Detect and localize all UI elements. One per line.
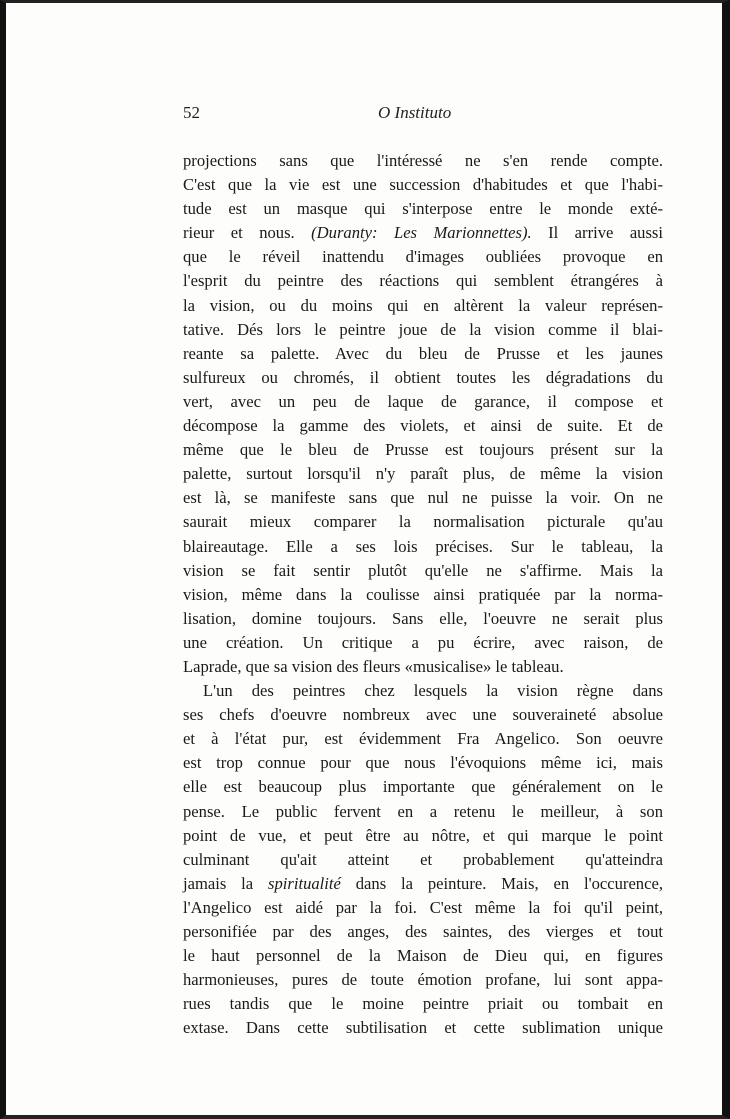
text-line bbox=[183, 366, 663, 390]
text-line bbox=[183, 149, 663, 173]
text-line bbox=[183, 751, 663, 775]
text-segment: et à l'état pur, est évidemment Fra Angelico. Son oeuvre bbox=[183, 729, 663, 749]
text-segment: blaireautage. Elle a ses lois précises. Sur le tableau, la bbox=[183, 536, 663, 556]
page-number: 52 bbox=[183, 103, 200, 122]
text-segment: tude est un masque qui s'interpose entre le monde exté- bbox=[183, 199, 663, 219]
text-segment: le haut personnel de la Maison de Dieu qui, en figures bbox=[183, 946, 663, 966]
text-line bbox=[183, 221, 663, 245]
text-segment: L'un des peintres chez lesquels la vision règne dans bbox=[203, 681, 663, 701]
text-segment: extase. Dans cette subtilisation et cette sublimation unique bbox=[183, 1018, 663, 1038]
text-segment: l'esprit du peintre des réactions qui semblent étrangéres à bbox=[183, 271, 663, 291]
text-line bbox=[183, 800, 663, 824]
text-line bbox=[183, 824, 663, 848]
text-line bbox=[183, 679, 663, 703]
text-segment: projections sans que l'intéressé ne s'en rende compte. bbox=[183, 151, 663, 170]
italic-text: (Duranty: Les Marionnettes). bbox=[311, 223, 532, 243]
text-line bbox=[183, 486, 663, 510]
text-line bbox=[183, 510, 663, 534]
text-segment: personifiée par des anges, des saintes, des vierges et tout bbox=[183, 922, 663, 941]
text-segment: Laprade, que sa vision des fleurs «musicalise» le tableau. bbox=[183, 656, 564, 676]
text-segment: rues tandis que le moine peintre priait ou tombait en bbox=[183, 994, 663, 1014]
text-line bbox=[183, 872, 663, 896]
text-segment: culminant qu'ait atteint et probablement qu'atteindra bbox=[183, 849, 663, 869]
text-segment: pense. Le public fervent en a retenu le meilleur, à son bbox=[183, 801, 663, 821]
text-segment: l'Angelico est aidé par la foi. C'est même la foi qu'il peint, bbox=[183, 897, 663, 917]
text-line bbox=[183, 462, 663, 486]
text-segment: tative. Dés lors le peintre joue de la vision comme il blai- bbox=[183, 319, 663, 339]
text-segment: jamais la bbox=[183, 873, 269, 893]
text-line bbox=[183, 294, 663, 318]
text-segment: la vision, ou du moins qui en altèrent la valeur représen- bbox=[183, 295, 663, 315]
text-line bbox=[183, 535, 663, 559]
text-segment: décompose la gamme des violets, et ainsi de suite. Et de bbox=[183, 416, 663, 436]
text-line bbox=[183, 390, 663, 414]
text-segment: vert, avec un peu de laque de garance, il compose et bbox=[183, 391, 663, 411]
body-text bbox=[183, 149, 663, 1040]
page-header bbox=[183, 103, 663, 127]
text-segment: Il arrive aussi bbox=[531, 223, 664, 243]
text-line bbox=[183, 896, 663, 920]
text-segment: est là, se manifeste sans que nul ne puisse la voir. On ne bbox=[183, 488, 663, 508]
text-line bbox=[183, 848, 663, 872]
text-line bbox=[183, 173, 663, 197]
text-line bbox=[183, 944, 663, 968]
text-line bbox=[183, 559, 663, 583]
text-segment: rieur et nous. bbox=[183, 223, 312, 243]
text-segment: reante sa palette. Avec du bleu de Prusse et les jaunes bbox=[183, 343, 663, 363]
text-segment: dans la peinture. Mais, en l'occurence, bbox=[340, 873, 663, 893]
text-line bbox=[183, 607, 663, 631]
text-segment: ses chefs d'oeuvre nombreux avec une souveraineté absolue bbox=[183, 705, 663, 725]
text-segment: harmonieuses, pures de toute émotion profane, lui sont appa- bbox=[183, 970, 663, 990]
text-line bbox=[183, 583, 663, 607]
text-segment: vision se fait sentir plutôt qu'elle ne s'affirme. Mais la bbox=[183, 560, 663, 580]
text-line bbox=[183, 968, 663, 992]
text-line bbox=[183, 269, 663, 293]
text-line bbox=[183, 245, 663, 269]
text-line bbox=[183, 655, 663, 679]
text-line bbox=[183, 631, 663, 655]
text-segment: C'est que la vie est une succession d'habitudes et que l'habi- bbox=[183, 175, 663, 195]
italic-text: spiritualité bbox=[268, 873, 341, 893]
text-line bbox=[183, 992, 663, 1016]
text-segment: que le réveil inattendu d'images oubliées provoque en bbox=[183, 247, 663, 267]
text-segment: une création. Un critique a pu écrire, avec raison, de bbox=[183, 632, 663, 652]
text-segment: sulfureux ou chromés, il obtient toutes les dégradations du bbox=[183, 367, 663, 387]
text-line bbox=[183, 727, 663, 751]
text-line bbox=[183, 197, 663, 221]
text-segment: vision, même dans la coulisse ainsi pratiquée par la norma- bbox=[183, 584, 663, 604]
text-segment: palette, surtout lorsqu'il n'y paraît plus, de même la vision bbox=[183, 464, 663, 484]
text-line bbox=[183, 1016, 663, 1040]
text-segment: point de vue, et peut être au nôtre, et qui marque le point bbox=[183, 825, 663, 845]
text-line bbox=[183, 920, 663, 944]
text-line bbox=[183, 414, 663, 438]
text-line bbox=[183, 703, 663, 727]
text-segment: saurait mieux comparer la normalisation picturale qu'au bbox=[183, 512, 663, 532]
text-segment: même que le bleu de Prusse est toujours présent sur la bbox=[183, 440, 663, 460]
text-line bbox=[183, 342, 663, 366]
text-segment: elle est beaucoup plus importante que généralement on le bbox=[183, 777, 663, 797]
text-segment: lisation, domine toujours. Sans elle, l'oeuvre ne serait plus bbox=[183, 608, 663, 628]
text-line bbox=[183, 775, 663, 799]
running-title: O Instituto bbox=[378, 103, 452, 122]
text-line bbox=[183, 318, 663, 342]
text-line bbox=[183, 438, 663, 462]
text-segment: est trop connue pour que nous l'évoquions même ici, mais bbox=[183, 753, 663, 773]
